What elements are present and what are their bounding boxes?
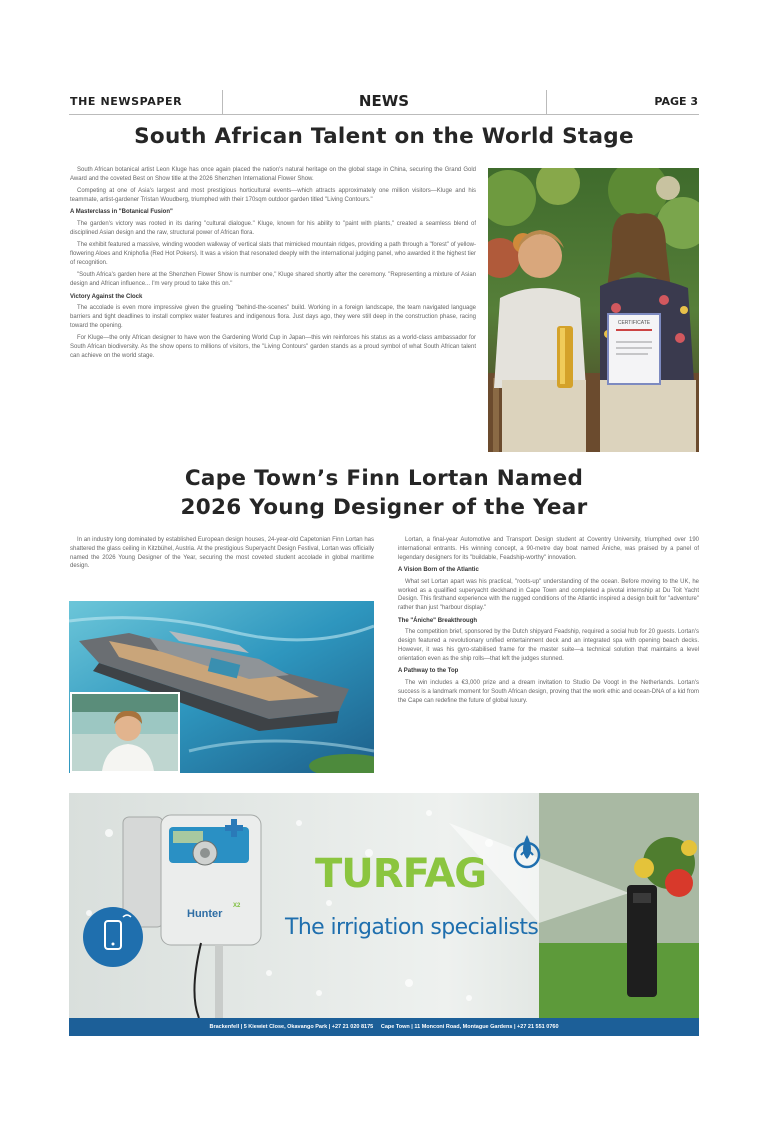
ad-footer-text: Brackenfell | 5 Kiewiet Close, Okavango Park | +27 21 020 8175 Cape Town | 11 Monconi Road, Montague Gardens | +27 21 551 0760 [209, 1024, 559, 1030]
article1-body [70, 166, 476, 454]
masthead-name: THE NEWSPAPER [70, 95, 183, 108]
article1-paragraph: Competing at one of Asia's largest and most prestigious horticultural events—which attracts approximately one million visitors—Kluge and his teammate, artist-gardener Tristan Woudberg, triumphed with their 170sqm outdoor garden titled "Living Contours." [70, 188, 476, 203]
masthead-divider-left [222, 90, 223, 114]
article1-headline: South African Talent on the World Stage [134, 124, 634, 149]
masthead-divider-right [546, 90, 547, 114]
article1-paragraph: For Kluge—the only African designer to have won the Gardening World Cup in Japan—this win reinforces his status as a world-class ambassador for South African biodiversity. As the show opens to millions of visitors, the "Living Contours" garden stands as a proud symbol of what South African talent can achieve on the world stage. [70, 335, 476, 359]
article1-subhead: A Masterclass in "Botanical Fusion" [70, 209, 173, 216]
article1-subhead: Victory Against the Clock [70, 293, 143, 300]
article1-paragraph: South African botanical artist Leon Kluge has once again placed the nation's natural heritage on the global stage in China, securing the Grand Gold Award and the coveted Best on Show title at the 2026 Shenzhen International Flower Show. [70, 167, 476, 182]
article2-paragraph: The win includes a €3,000 prize and a dream invitation to Studio De Voogt in the Netherlands. Lortan's success is a landmark moment for South African design, proving that the work ethic and ocean-DNA of a kid from the Cape can redefine the future of global luxury. [398, 679, 699, 704]
masthead-rule [69, 114, 699, 115]
turfag-logo-part1: TURF [315, 851, 425, 897]
article1-paragraph: The exhibit featured a massive, winding wooden walkway of vertical slats that mimicked mountain ridges, providing a path through a "forest" of yellow-flowering Aloes and Kniphofia (Red Hot Pokers). It was a vision that resonated deeply with the international judging panel, who awarded it the highest tier of recognition. [70, 242, 476, 266]
article2-intro-paragraph: In an industry long dominated by established European design houses, 24-year-old Capetonian Finn Lortan has shattered the glass ceiling in Kitzbühel, Austria. At the prestigious Superyacht Design Festival, Lortan was officially named the 2026 Young Designer of the Year, securing the most coveted student accolade in global maritime design. [70, 537, 374, 570]
ad-tagline: The irrigation specialists [285, 915, 539, 940]
article2-paragraph: Lortan, a final-year Automotive and Transport Design student at Coventry University, triumphed over 190 international entrants. His winning concept, a 90-metre day boat named Ániche, was praised by a panel of legendary designers for its "buildable, Feadship-worthy" innovation. [398, 537, 699, 561]
article1-photo [488, 168, 699, 452]
turfag-logo [315, 851, 486, 897]
ad-footer-bar [69, 1018, 699, 1036]
article1-paragraph: The garden's victory was rooted in its daring "cultural dialogue." Kluge, known for his ability to "paint with plants," created a seamless blend of disciplined Asian design and the raw, structural power of African flora. [70, 221, 476, 236]
article2-subhead: A Vision Born of the Atlantic [398, 566, 479, 573]
masthead-section: NEWS [358, 92, 410, 110]
turfag-advertisement[interactable] [69, 793, 699, 1036]
controller-brand: Hunter [187, 908, 223, 920]
masthead-page: PAGE 3 [654, 95, 698, 108]
article2-subhead: The "Ániche" Breakthrough [398, 617, 478, 624]
turfag-logo-part2: AG [424, 851, 487, 897]
article2-paragraph: What set Lortan apart was his practical, "roots-up" understanding of the ocean. Before moving to the UK, he worked as a qualified superyacht deckhand in Cape Town and completed a pivotal internship at Du Toit Yacht Design. This firsthand experience with the rugged conditions of the Atlantic inspired a design built for "adventure" rather than just "harbour display." [398, 578, 699, 612]
article2-headline-line1: Cape Town’s Finn Lortan Named [184, 466, 584, 491]
portrait-inset [70, 692, 180, 773]
article2-paragraph: The competition brief, sponsored by the Dutch shipyard Feadship, required a social hub for 20 guests. Lortan's design featured a revolutionary unified entertainment deck and an integrated spa with opening beach decks. However, it was his gyro-stabilised frame for the master suite—a technical solution that maintains a level orientation even as the ship rolls—that left the judges stunned. [398, 629, 699, 662]
certificate-text: CERTIFICATE [617, 320, 651, 326]
article2-headline-line2: 2026 Young Designer of the Year [180, 495, 588, 520]
article1-paragraph: The accolade is even more impressive given the grueling "behind-the-scenes" build. Working in a foreign landscape, the team navigated language barriers and tight deadlines to install complex water features and indigenous flora. Just days ago, they were still deep in the construction phase, racing toward the opening. [70, 305, 476, 329]
article2-column2 [398, 536, 699, 778]
article2-subhead: A Pathway to the Top [398, 668, 459, 675]
article2-intro [70, 536, 374, 592]
controller-model: X2 [233, 903, 241, 909]
article1-paragraph: "South Africa's garden here at the Shenzhen Flower Show is number one," Kluge shared shortly after the ceremony. "Representing a mixture of Asian design and African influence... I'm very proud to take this on." [70, 272, 476, 288]
